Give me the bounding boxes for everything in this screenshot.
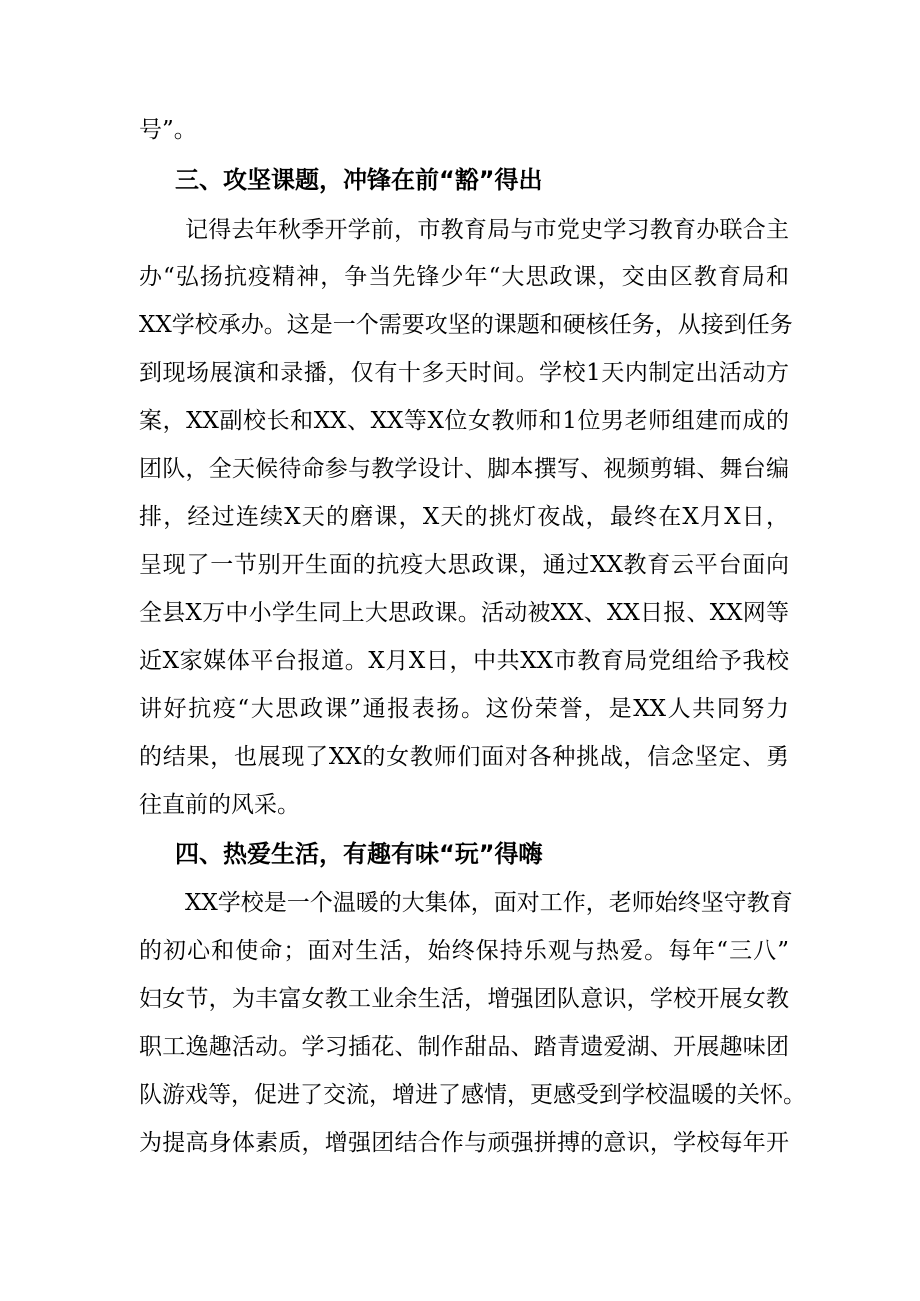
section-4-line: 职工逸趣活动。学习插花、制作甜品、踏青遗爱湖、开展趣味团	[139, 1034, 789, 1060]
section-3-line: 办“弘扬抗疫精神，争当先锋少年“大思政课，交由区教育局和	[139, 264, 789, 290]
section-3-line: 排，经过连续X天的磨课，X天的挑灯夜战，最终在X月X日，	[139, 504, 789, 530]
section-3-line: 案，XX副校长和XX、XX等X位女教师和1位男老师组建而成的	[139, 408, 789, 434]
section-3-line: 团队，全天候待命参与教学设计、脚本撰写、视频剪辑、舞台编	[139, 456, 789, 482]
section-4-line: 队游戏等，促进了交流，增进了感情，更感受到学校温暖的关怀。	[139, 1082, 806, 1108]
section-3-line: XX学校承办。这是一个需要攻坚的课题和硬核任务，从接到任务	[139, 312, 793, 338]
section-4-line: 的初心和使命；面对生活，始终保持乐观与热爱。每年“三八”	[139, 938, 789, 964]
section-3-heading: 三、攻坚课题，冲锋在前“豁”得出	[175, 166, 543, 194]
section-3-line: 呈现了一节别开生面的抗疫大思政课，通过XX教育云平台面向	[139, 552, 789, 578]
section-3-line: 到现场展演和录播，仅有十多天时间。学校1天内制定出活动方	[139, 360, 789, 386]
section-4-line: 为提高身体素质，增强团结合作与顽强拼搏的意识，学校每年开	[139, 1130, 789, 1156]
section-3-line: 近X家媒体平台报道。X月X日，中共XX市教育局党组给予我校	[139, 648, 789, 674]
section-4-line: 妇女节，为丰富女教工业余生活，增强团队意识，学校开展女教	[139, 986, 789, 1012]
section-3-line: 往直前的风采。	[139, 792, 300, 818]
section-3-line: 记得去年秋季开学前，市教育局与市党史学习教育办联合主	[185, 217, 789, 243]
section-3-line: 全县X万中小学生同上大思政课。活动被XX、XX日报、XX网等	[139, 600, 789, 626]
section-3-line: 的结果，也展现了XX的女教师们面对各种挑战，信念坚定、勇	[139, 744, 789, 770]
paragraph-tail: 号”。	[139, 117, 197, 143]
section-3-line: 讲好抗疫“大思政课”通报表扬。这份荣誉，是XX人共同努力	[139, 696, 789, 722]
section-4-line: XX学校是一个温暖的大集体，面对工作，老师始终坚守教育	[185, 890, 793, 916]
section-4-heading: 四、热爱生活，有趣有味“玩”得嗨	[175, 840, 543, 868]
